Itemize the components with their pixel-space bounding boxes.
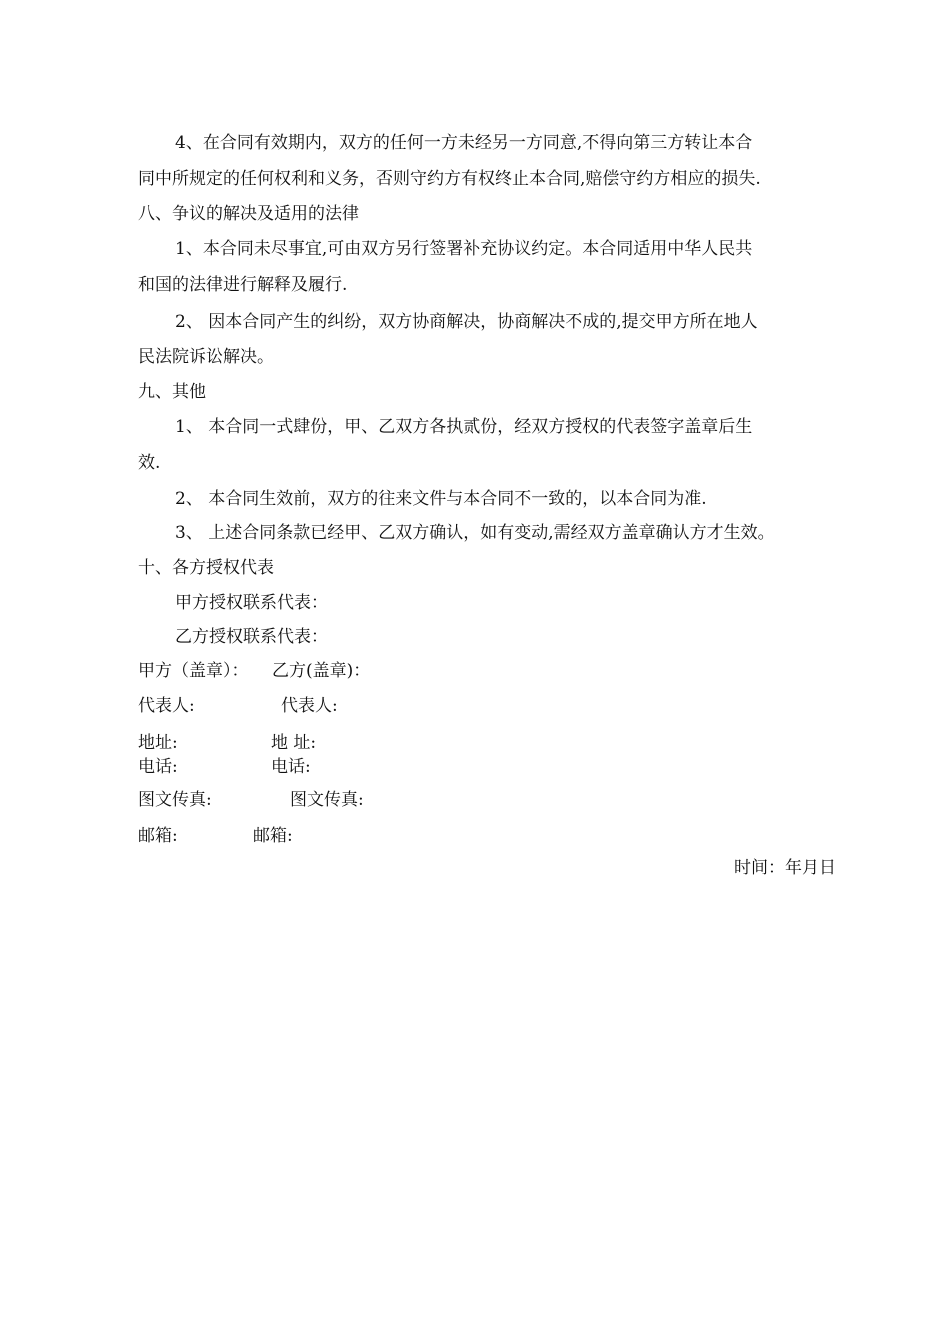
- party-a-rep-label: 甲方授权联系代表：: [175, 593, 328, 613]
- section-8-heading: 八、争议的解决及适用的法律: [138, 204, 359, 224]
- party-b-fax-label: 图文传真:: [290, 790, 364, 810]
- section-9-item-2: 2、 本合同生效前，双方的往来文件与本合同不一致的，以本合同为准.: [175, 489, 707, 509]
- party-a-representative-label: 代表人:: [138, 696, 195, 716]
- section-8-item-2-line-2: 民法院诉讼解决。: [138, 347, 274, 367]
- section-8-item-1-line-1: 1、本合同未尽事宜,可由双方另行签署补充协议约定。本合同适用中华人民共: [175, 239, 753, 259]
- section-10-heading: 十、各方授权代表: [138, 558, 274, 578]
- party-a-fax-label: 图文传真:: [138, 790, 212, 810]
- section-8-item-2-line-1: 2、 因本合同产生的纠纷，双方协商解决，协商解决不成的,提交甲方所在地人: [175, 312, 758, 332]
- party-b-seal-label: 乙方(盖章)：: [272, 661, 371, 681]
- party-b-email-label: 邮箱:: [253, 826, 293, 846]
- party-a-email-label: 邮箱:: [138, 826, 178, 846]
- party-b-phone-label: 电话:: [271, 757, 311, 777]
- party-a-phone-label: 电话:: [138, 757, 178, 777]
- party-b-rep-label: 乙方授权联系代表：: [175, 627, 328, 647]
- date-label: 时间：年月日: [734, 858, 836, 878]
- party-b-address-label: 地 址:: [271, 733, 317, 753]
- section-9-heading: 九、其他: [138, 382, 206, 402]
- section-9-item-1-line-1: 1、 本合同一式肆份，甲、乙双方各执贰份，经双方授权的代表签字盖章后生: [175, 417, 753, 437]
- section-9-item-3: 3、 上述合同条款已经甲、乙双方确认，如有变动,需经双方盖章确认方才生效。: [175, 523, 775, 543]
- party-a-seal-label: 甲方（盖章）：: [138, 661, 249, 681]
- clause-7-4-line-2: 同中所规定的任何权利和义务，否则守约方有权终止本合同,赔偿守约方相应的损失.: [138, 169, 761, 189]
- clause-7-4-line-1: 4、在合同有效期内，双方的任何一方未经另一方同意,不得向第三方转让本合: [175, 133, 753, 153]
- section-9-item-1-line-2: 效.: [138, 453, 161, 473]
- party-b-representative-label: 代表人:: [281, 696, 338, 716]
- section-8-item-1-line-2: 和国的法律进行解释及履行.: [138, 275, 348, 295]
- party-a-address-label: 地址:: [138, 733, 178, 753]
